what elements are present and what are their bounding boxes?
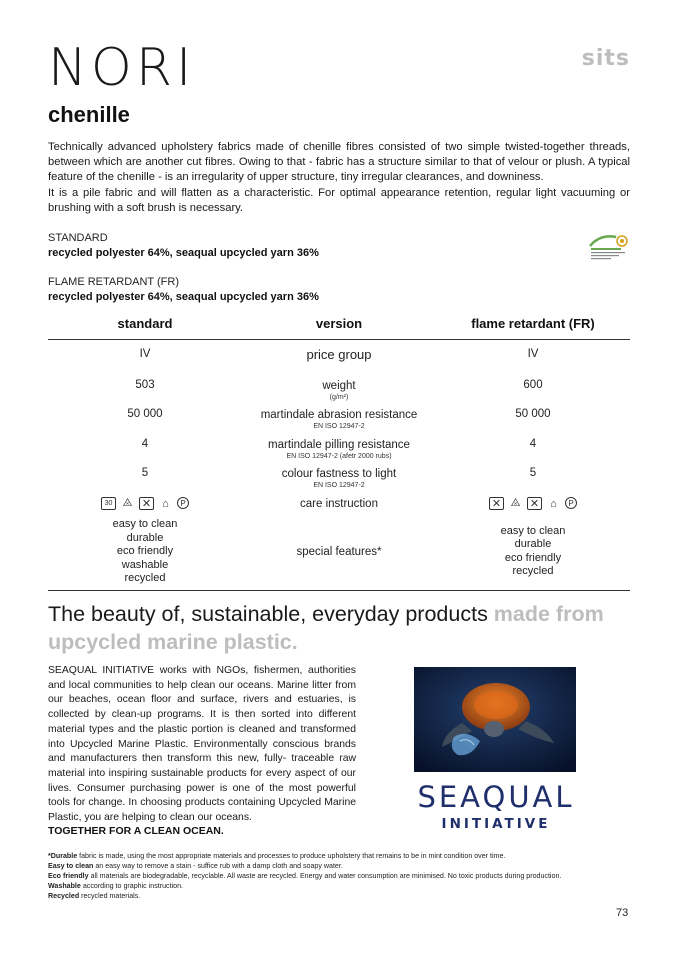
- footnote-term: Recycled: [48, 892, 80, 900]
- row-sublabel: EN ISO 12947-2: [313, 423, 365, 430]
- care-row: [48, 497, 630, 511]
- row-label: martindale abrasion resistance: [260, 409, 418, 421]
- feature-item: washable: [121, 558, 169, 571]
- header-version: version: [315, 316, 363, 331]
- features-row: [48, 518, 630, 586]
- footnote: [48, 881, 630, 891]
- table-row: [48, 467, 630, 490]
- spec-table: [48, 316, 630, 584]
- footnote-text: according to graphic instruction.: [80, 882, 183, 890]
- together-slogan: TOGETHER FOR A CLEAN OCEAN.: [48, 825, 224, 837]
- intro-paragraph-2: It is a pile fabric and will flatten as a characteristic. For optimal appearance retention, regular light vacuuming or brushing with a soft brush is necessary.: [48, 186, 630, 214]
- feature-item: easy to clean: [112, 518, 178, 530]
- no-tumble-dry-icon: ✕: [139, 497, 154, 510]
- dry-clean-p-icon: P: [565, 497, 577, 509]
- no-bleach-icon: ⨻: [510, 497, 521, 509]
- headline-main: The beauty of, sustainable, everyday products: [48, 602, 494, 626]
- footnote: [48, 861, 630, 871]
- composition-fr-label: FLAME RETARDANT (FR): [48, 276, 179, 288]
- footnote: [48, 871, 630, 881]
- footnote-term: Eco friendly: [48, 872, 89, 880]
- dry-clean-p-icon: P: [177, 497, 189, 509]
- eco-certification-badge-icon: [586, 232, 632, 262]
- row-label: martindale pilling resistance: [268, 439, 410, 451]
- feature-item: easy to clean: [500, 524, 566, 537]
- special-features-label: special features*: [296, 545, 382, 558]
- feature-item: eco friendly: [504, 551, 562, 564]
- composition-standard-label: STANDARD: [48, 232, 108, 244]
- row-value-standard: 50 000: [127, 408, 163, 420]
- footnote-text: recycled materials.: [79, 892, 141, 900]
- feature-item: eco friendly: [116, 545, 174, 557]
- feature-item: durable: [514, 538, 552, 551]
- table-row: [48, 438, 630, 461]
- footnote-text: an easy way to remove a stain - suffice rub with a damp cloth and soapy water.: [93, 862, 343, 870]
- intro-text: [48, 140, 630, 216]
- features-fr: [436, 525, 630, 579]
- fabric-type: chenille: [48, 102, 130, 127]
- footnote: [48, 851, 630, 861]
- composition-standard-value: recycled polyester 64%, seaqual upcycled yarn 36%: [48, 247, 319, 259]
- footnote-text: fabric is made, using the most appropriate materials and processes to produce upholstery that remains to be in mint condition over time.: [77, 852, 506, 860]
- feature-item: recycled: [124, 572, 166, 584]
- no-wash-icon: ✕: [489, 497, 504, 510]
- row-value-fr: IV: [527, 348, 539, 360]
- row-sublabel: EN ISO 12947-2 (afetr 2000 rubs): [286, 453, 392, 460]
- footnote: [48, 891, 630, 901]
- row-value-fr: 4: [529, 438, 537, 450]
- row-label: price group: [306, 347, 372, 362]
- table-row: [48, 408, 630, 431]
- composition-fr-value: recycled polyester 64%, seaqual upcycled yarn 36%: [48, 291, 319, 303]
- footnotes: [48, 851, 630, 901]
- headline: [48, 600, 638, 656]
- spec-table-header: [48, 316, 630, 340]
- intro-paragraph-1: Technically advanced upholstery fabrics made of chenille fibres consisted of two simple twisted-together threads, between which are another cut fibres. Owing to that - fabric has a structure similar to that of velour or plush. A typical feature of the chenille - is an irregularity of upper structure, tiny irregular clearances, and downiness.: [48, 141, 630, 184]
- brand-logo: sits: [581, 46, 630, 71]
- no-bleach-icon: ⨻: [122, 497, 133, 509]
- row-label: colour fastness to light: [281, 468, 397, 480]
- table-row: [48, 348, 630, 362]
- composition-standard: [48, 231, 319, 261]
- row-label: weight: [322, 380, 356, 392]
- header-fr: flame retardant (FR): [471, 316, 595, 331]
- row-sublabel: EN ISO 12947-2: [313, 482, 365, 489]
- table-row: [48, 379, 630, 402]
- wash-30-icon: 30: [101, 497, 116, 510]
- feature-item: durable: [126, 531, 164, 544]
- care-icons-fr: [436, 497, 630, 510]
- feature-item: recycled: [512, 565, 554, 578]
- no-iron-icon: ⌂: [550, 497, 557, 510]
- care-icons-standard: [48, 497, 242, 510]
- footnote-term: *Durable: [48, 852, 78, 860]
- row-value-standard: IV: [139, 348, 151, 360]
- footnote-text: all materials are biodegradable, recyclable. All waste are recycled. Energy and water consumption are minimised. No toxic products during production.: [88, 872, 562, 880]
- row-sublabel: (g/m²): [329, 394, 349, 401]
- care-instruction-label: care instruction: [300, 498, 378, 510]
- row-value-standard: 5: [141, 467, 149, 479]
- footnote-term: Easy to clean: [48, 862, 94, 870]
- seaqual-logo-tagline: INITIATIVE: [441, 816, 551, 832]
- row-value-standard: 4: [141, 438, 149, 450]
- page-number: 73: [616, 907, 629, 919]
- collection-title: NORI: [48, 38, 196, 98]
- composition-fr: [48, 275, 319, 305]
- row-value-fr: 50 000: [515, 408, 551, 420]
- header-standard: standard: [117, 316, 173, 331]
- no-tumble-dry-icon: ✕: [527, 497, 542, 510]
- table-divider: [48, 590, 630, 591]
- seaqual-logo-name: SEAQUAL: [417, 780, 575, 814]
- seaqual-story: SEAQUAL INITIATIVE works with NGOs, fishermen, authorities and local communities to help clean our oceans. Marine litter from our beaches, ocean floor and surface, rivers and estuaries, is collected by clean-up programs. It is then sorted into different material types and the plastic portion is cleaned and transformed into Upcycled Marine Plastic. Environmentally conscious brands and manufacturers then transform this new, fully- traceable raw material into inspiring sustainable products for every aspect of our lives. Consumer purchasing power is one of the most powerful tools for change. In choosing products containing Upcycled Marine Plastic, you are helping to clean our oceans.: [48, 665, 356, 824]
- iron-icon: ⌂: [162, 497, 169, 510]
- row-value-fr: 600: [523, 379, 543, 391]
- features-standard: [48, 518, 242, 586]
- seaqual-logo: [405, 780, 587, 834]
- sea-turtle-illustration: [414, 667, 576, 772]
- headline-highlight: made from upcycled marine plastic.: [48, 602, 604, 654]
- footnote-term: Washable: [48, 882, 81, 890]
- row-value-fr: 5: [529, 467, 537, 479]
- sea-turtle-photo: [414, 667, 576, 772]
- row-value-standard: 503: [135, 379, 155, 391]
